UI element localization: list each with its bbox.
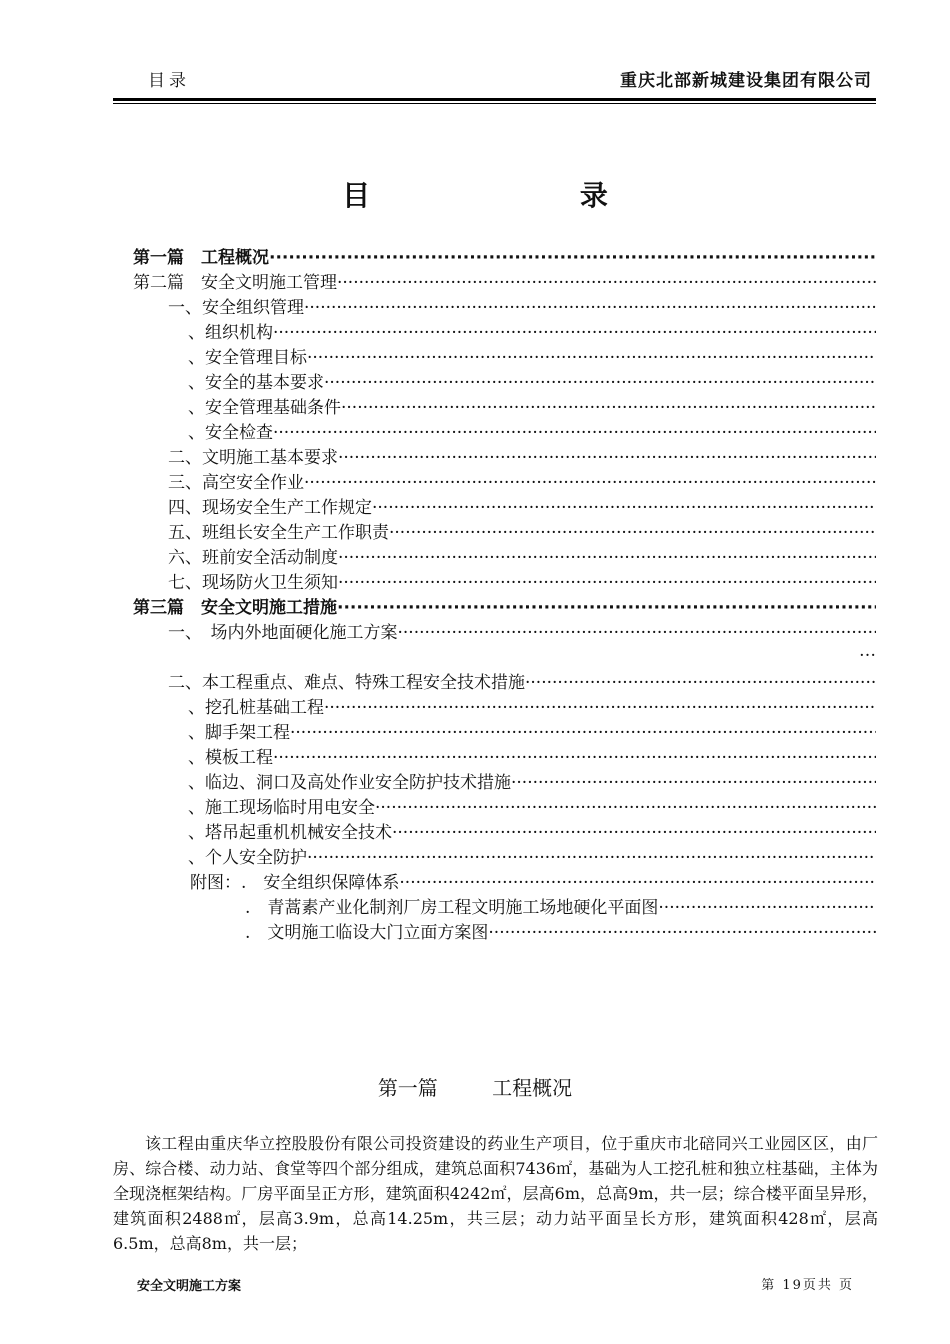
toc-leader-dots [375,798,876,818]
toc-entry [188,318,876,343]
toc-entry [133,593,876,618]
toc-entry-label: 第二篇 安全文明施工管理 [133,273,337,293]
toc-entry-label: 二、文明施工基本要求 [168,448,338,468]
header-company: 重庆北部新城建设集团有限公司 [620,71,872,91]
toc-entry [245,893,876,918]
toc-entry [188,393,876,418]
toc-leader-dots [324,373,876,393]
toc-entry [168,618,876,643]
toc-leader-dots [273,748,876,768]
toc-entry [188,793,876,818]
header-rule-thick [113,98,876,101]
toc-entry-label: 六、班前安全活动制度 [168,548,338,568]
toc-entry-label: 、组织机构 [188,323,273,343]
toc-entry [188,843,876,868]
toc-entry-label: 四、现场安全生产工作规定 [168,498,372,518]
toc-entry-label: 、模板工程 [188,748,273,768]
toc-entry-label: 、挖孔桩基础工程 [188,698,324,718]
body-text: 该工程由重庆华立控股股份有限公司投资建设的药业生产项目，位于重庆市北碚同兴工业园区区，由厂房、综合楼、动力站、食堂等四个部分组成，建筑总面积7436㎡，基础为人工挖孔桩和独立柱基础，主体为全现浇框架结构。厂房平面呈正方形，建筑面积4242㎡，层高6m，总高9m，共一层；综合楼平面呈异形，建筑面积2488㎡，层高3.9m，总高14.25m，共三层；动力站平面呈长方形，建筑面积428㎡，层高6.5m，总高8m，共一层； [113,1134,878,1253]
toc-leader-dots [338,573,876,593]
toc-entry-label: 、个人安全防护 [188,848,307,868]
toc-entry [133,268,876,293]
toc-entry [190,868,876,893]
toc-entry [168,468,876,493]
footer-page-number: 第 19页共 页 [761,1278,854,1293]
toc-entry-label: 、安全管理目标 [188,348,307,368]
toc-leader-dots [269,248,876,268]
toc-leader-dots [488,923,876,943]
toc-entry-label: . 青蒿素产业化制剂厂房工程文明施工场地硬化平面图 [245,898,659,918]
toc-leader-dots [399,873,876,893]
toc-leader-dots [372,498,876,518]
toc-entry [168,443,876,468]
toc-entry [188,343,876,368]
section-name: 工程概况 [492,1076,573,1100]
toc-leader-dots [338,548,876,568]
toc-entry-label: 附图：. 安全组织保障体系 [190,873,400,893]
toc-entry-label: 第一篇 工程概况 [133,248,269,268]
toc-leader-dots [337,273,876,293]
toc-entry-label: 一、 场内外地面硬化施工方案 [168,623,398,643]
toc-overflow-dots: … [859,641,876,661]
toc-entry-label: 、施工现场临时用电安全 [188,798,375,818]
toc-leader-dots [525,673,876,693]
toc-leader-dots [307,848,876,868]
toc-entry [168,293,876,318]
toc-entry [188,818,876,843]
toc-entry [133,243,876,268]
toc-leader-dots [273,423,876,443]
toc-entry-label: 、安全管理基础条件 [188,398,341,418]
toc-leader-dots [307,348,876,368]
toc-leader-dots [337,598,876,618]
toc-entry [168,668,876,693]
toc-entry-label: 、塔吊起重机机械安全技术 [188,823,392,843]
toc-leader-dots [398,623,877,643]
toc-leader-dots [658,898,876,918]
header-rule-thin [113,103,876,104]
toc-leader-dots [389,523,876,543]
toc-entry-label: 二、本工程重点、难点、特殊工程安全技术措施 [168,673,525,693]
toc-entry [245,918,876,943]
page-title: 目 录 [342,179,708,212]
toc-entry [168,568,876,593]
toc-leader-dots [392,823,876,843]
toc-entry [188,718,876,743]
toc-leader-dots [511,773,876,793]
toc-entry [188,418,876,443]
section-heading [0,1072,950,1101]
toc-entry-label: 、安全的基本要求 [188,373,324,393]
toc-entry [168,543,876,568]
toc-entry [188,693,876,718]
header-left: 目录 [148,71,190,91]
toc-entry-label: 三、高空安全作业 [168,473,304,493]
toc-leader-dots [304,473,876,493]
toc-leader-dots [290,723,876,743]
body-paragraph [113,1131,878,1256]
toc-leader-dots [338,448,876,468]
toc-entry [188,743,876,768]
toc-entry-label: 七、现场防火卫生须知 [168,573,338,593]
section-part: 第一篇 [377,1076,438,1100]
footer-doc-title: 安全文明施工方案 [137,1279,242,1294]
toc-leader-dots [324,698,876,718]
toc-leader-dots [304,298,876,318]
toc-entry-label: . 文明施工临设大门立面方案图 [245,923,489,943]
toc-entry [188,768,876,793]
toc-entry-label: 第三篇 安全文明施工措施 [133,598,337,618]
toc-leader-dots [273,323,876,343]
toc-entry-label: 、安全检查 [188,423,273,443]
toc-entry [168,518,876,543]
toc-entry-label: 、脚手架工程 [188,723,290,743]
toc-leader-dots [341,398,876,418]
toc-entry-label: 五、班组长安全生产工作职责 [168,523,389,543]
toc-entry-label: 一、安全组织管理 [168,298,304,318]
toc-entry [188,368,876,393]
toc-entry [168,493,876,518]
toc-entry-label: 、临边、洞口及高处作业安全防护技术措施 [188,773,511,793]
